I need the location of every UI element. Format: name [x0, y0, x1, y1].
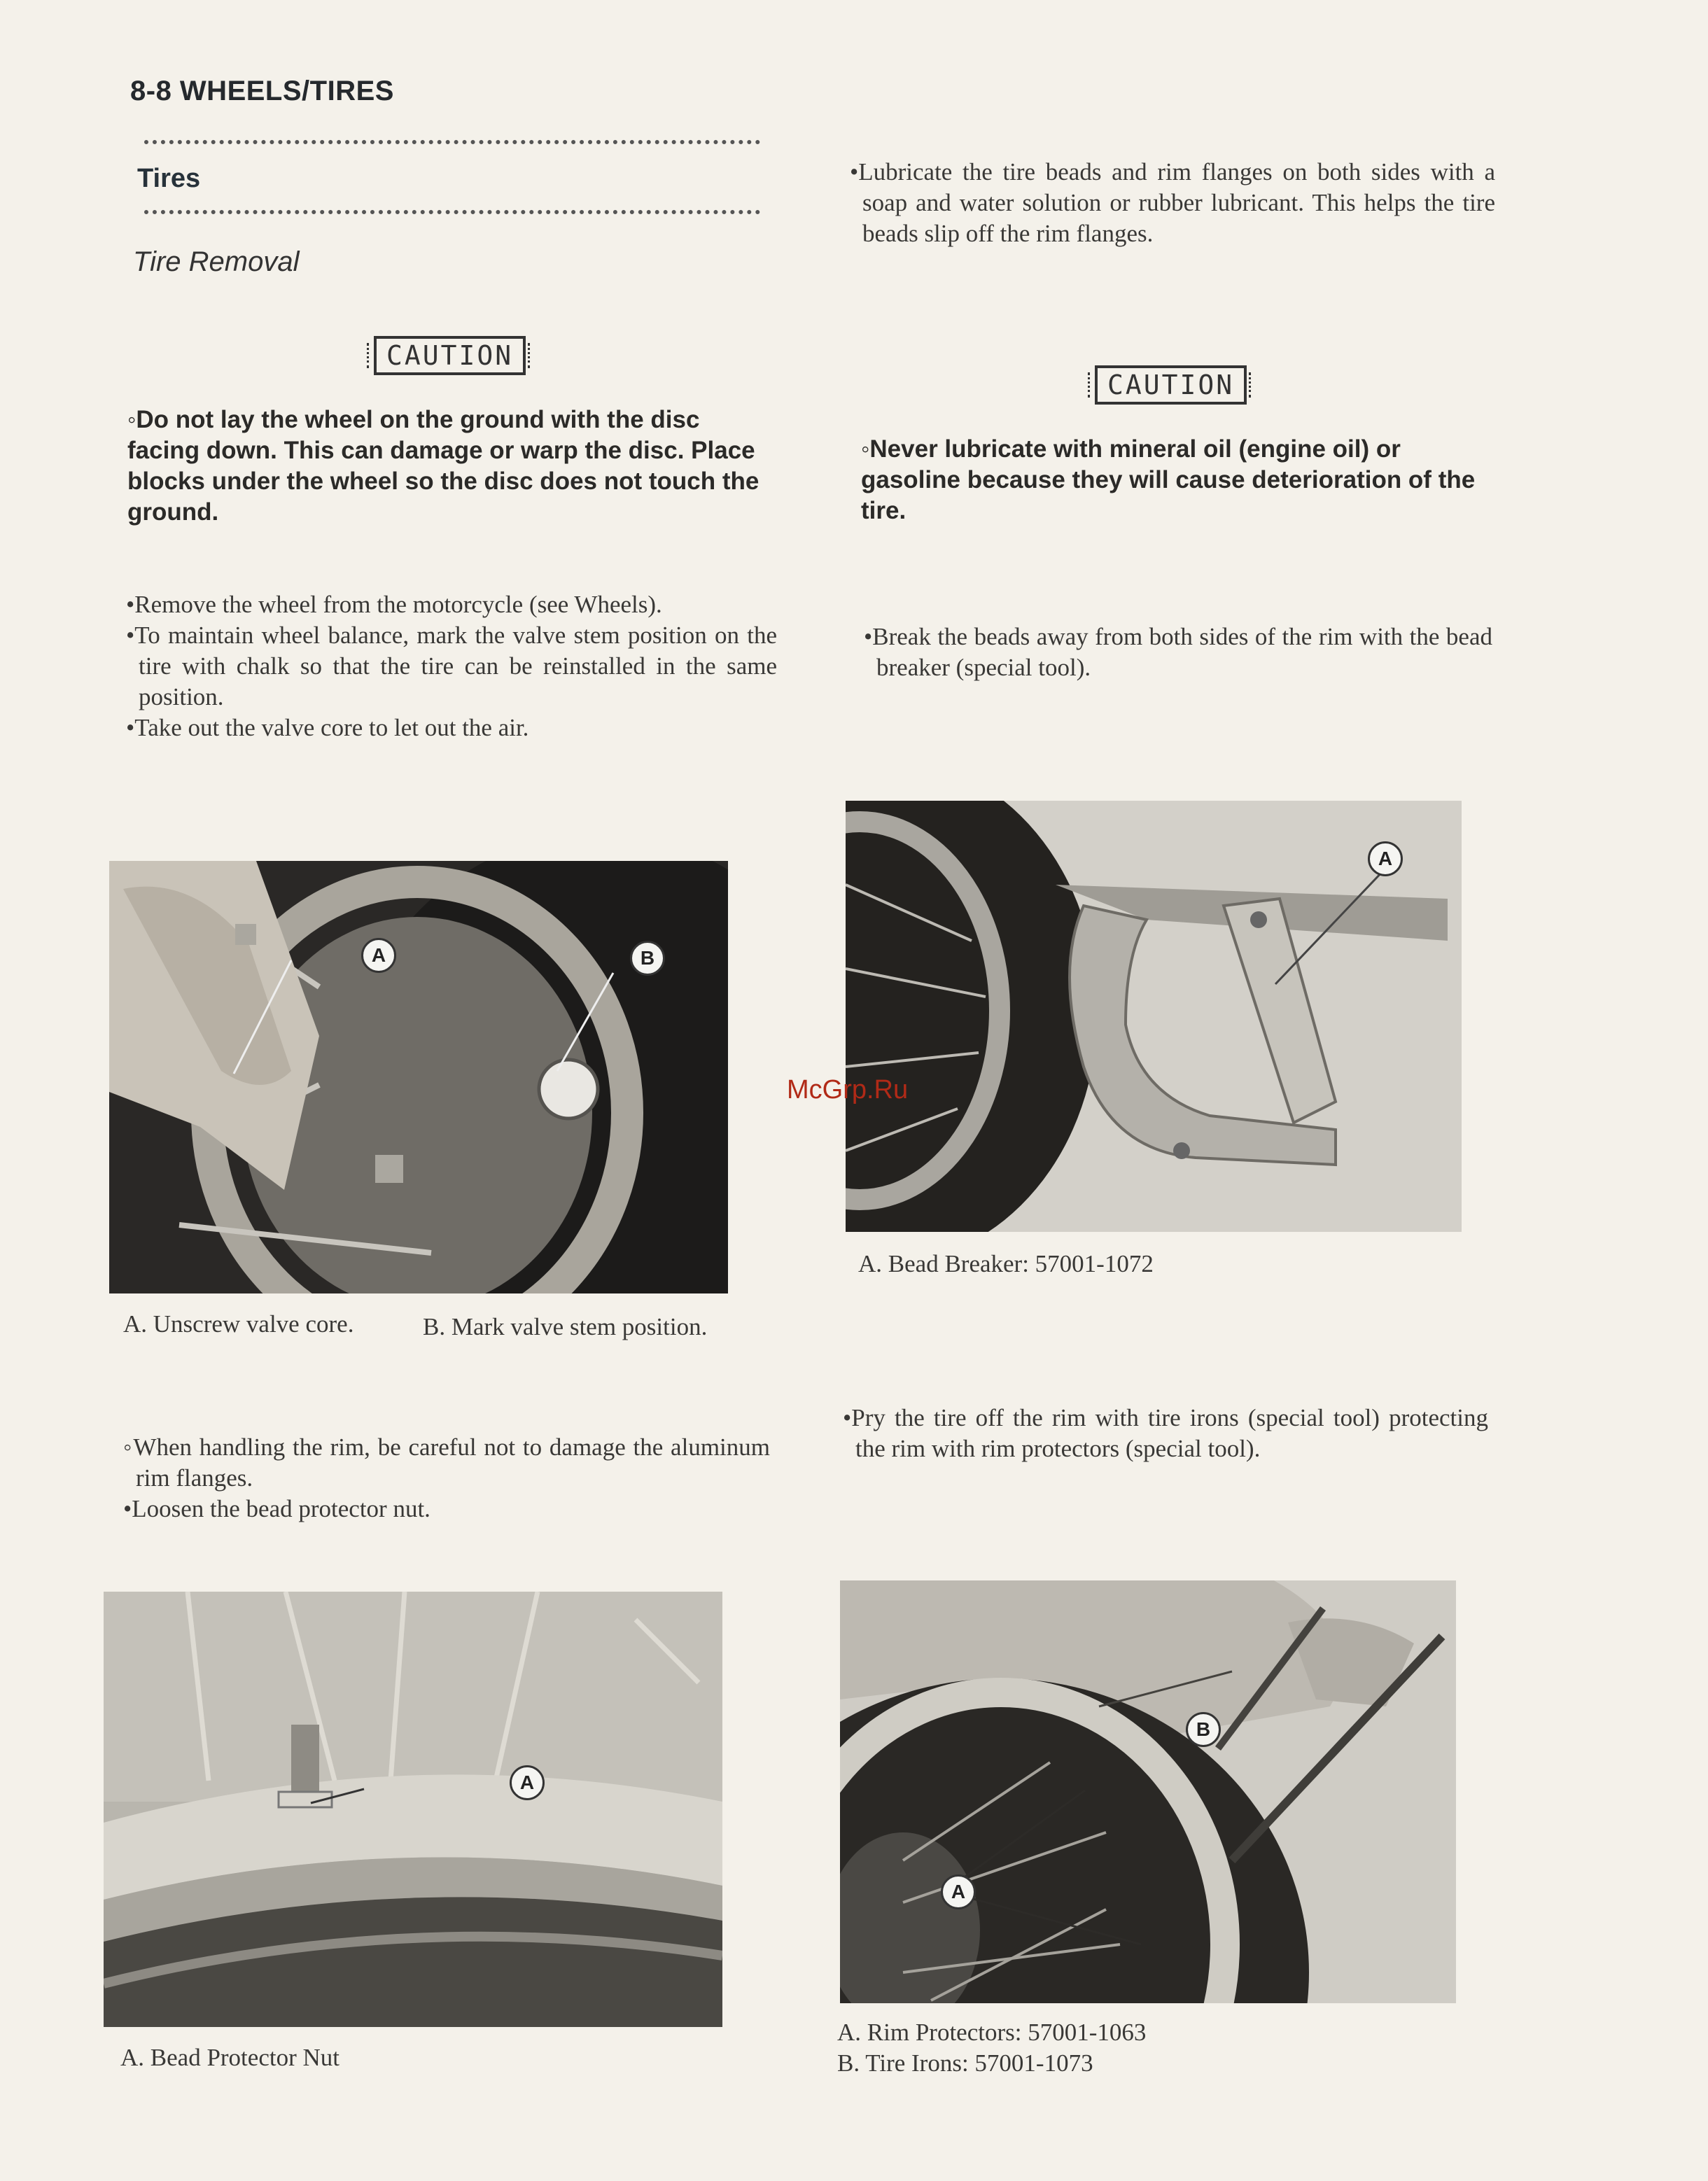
step-remove-wheel: •Remove the wheel from the motorcycle (see Wheels). [126, 591, 662, 618]
photo-valve-core-image [109, 861, 728, 1293]
callout-b: B [630, 941, 665, 976]
note-rim-flanges: ◦When handling the rim, be careful not to damage the aluminum rim flanges. [123, 1433, 770, 1492]
watermark: McGrp.Ru [787, 1075, 909, 1104]
caption-fig4-b: B. Tire Irons: 57001-1073 [837, 2049, 1093, 2077]
callout-b: B [1186, 1712, 1221, 1747]
caution-text-left: ◦Do not lay the wheel on the ground with the disc facing down. This can damage or warp the disc. Place blocks under the wheel so the disc does not touch the ground. [127, 406, 760, 526]
caption-fig4-a: A. Rim Protectors: 57001-1063 [837, 2019, 1147, 2046]
caption-fig2: A. Bead Breaker: 57001-1072 [858, 1250, 1154, 1277]
section-title: Tires [137, 164, 201, 193]
step-pry-tire: •Pry the tire off the rim with tire irons (special tool) protecting the rim with rim protectors (special tool). [843, 1404, 1488, 1462]
step-valve-core: •Take out the valve core to let out the air. [126, 714, 529, 741]
caution-label-right: CAUTION [1095, 365, 1247, 405]
divider-bottom [144, 210, 760, 214]
caption-fig1-a: A. Unscrew valve core. [123, 1310, 354, 1338]
subsection-title: Tire Removal [133, 246, 300, 277]
step-bead-nut: •Loosen the bead protector nut. [123, 1495, 430, 1522]
photo-valve-core [109, 861, 728, 1293]
step-mark-valve: •To maintain wheel balance, mark the valve stem position on the tire with chalk so that the tire can be reinstalled in the same position. [126, 622, 777, 710]
photo-bead-breaker [846, 801, 1462, 1232]
caption-fig3: A. Bead Protector Nut [120, 2044, 340, 2071]
photo-tire-irons-image [840, 1580, 1456, 2003]
page-header: 8-8 WHEELS/TIRES [130, 76, 394, 106]
divider-top [144, 140, 760, 144]
callout-a: A [510, 1765, 545, 1800]
caution-text-right: ◦Never lubricate with mineral oil (engine oil) or gasoline because they will cause deterioration of the tire. [861, 435, 1476, 524]
step-break-beads: •Break the beads away from both sides of the rim with the bead breaker (special tool). [864, 623, 1492, 681]
photo-tire-irons [840, 1580, 1456, 2003]
caution-label-left: CAUTION [374, 336, 526, 375]
callout-a: A [941, 1874, 976, 1909]
step-lubricate: •Lubricate the tire beads and rim flanges on both sides with a soap and water solution or rubber lubricant. This helps the tire beads slip off the rim flanges. [850, 158, 1495, 247]
callout-a: A [361, 938, 396, 973]
callout-a: A [1368, 841, 1403, 876]
caption-fig1-b: B. Mark valve stem position. [423, 1313, 708, 1340]
photo-bead-protector [104, 1592, 722, 2027]
photo-bead-protector-image [104, 1592, 722, 2027]
